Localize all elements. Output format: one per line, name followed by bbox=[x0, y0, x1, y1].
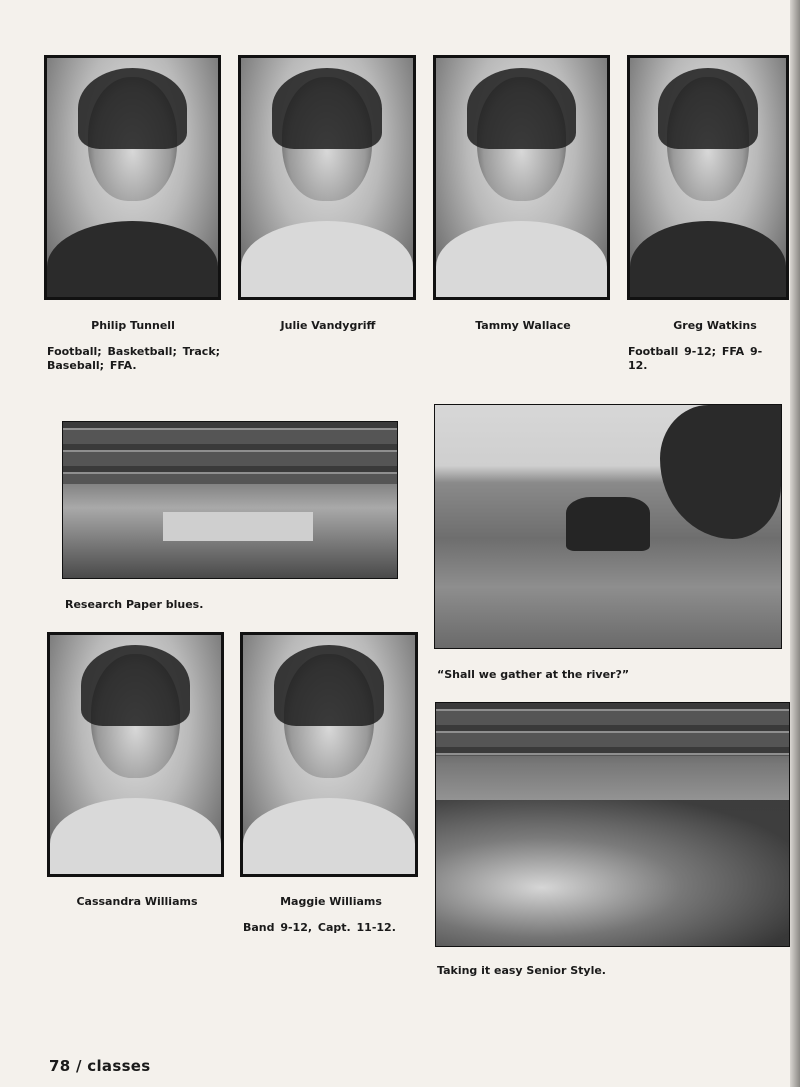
photo-senior-lounge bbox=[435, 702, 790, 947]
name-julie-vandygriff: Julie Vandygriff bbox=[280, 319, 376, 332]
caption-senior-lounge: Taking it easy Senior Style. bbox=[437, 964, 606, 977]
portrait-julie-vandygriff bbox=[238, 55, 416, 300]
portrait-philip-tunnell bbox=[44, 55, 221, 300]
photo-research-paper bbox=[62, 421, 398, 579]
name-maggie-williams: Maggie Williams bbox=[280, 895, 382, 908]
bio-philip-tunnell: Football; Basketball; Track; Baseball; FFA. bbox=[47, 345, 221, 372]
page-edge bbox=[790, 0, 800, 1087]
name-greg-watkins: Greg Watkins bbox=[673, 319, 757, 332]
name-tammy-wallace: Tammy Wallace bbox=[475, 319, 571, 332]
portrait-greg-watkins bbox=[627, 55, 789, 300]
name-cassandra-williams: Cassandra Williams bbox=[76, 895, 198, 908]
bio-greg-watkins: Football 9-12; FFA 9-12. bbox=[628, 345, 763, 372]
portrait-maggie-williams bbox=[240, 632, 418, 877]
caption-river: “Shall we gather at the river?” bbox=[437, 668, 630, 681]
caption-research-paper: Research Paper blues. bbox=[65, 598, 204, 611]
portrait-cassandra-williams bbox=[47, 632, 224, 877]
portrait-tammy-wallace bbox=[433, 55, 610, 300]
name-philip-tunnell: Philip Tunnell bbox=[91, 319, 175, 332]
page-footer: 78 / classes bbox=[49, 1057, 151, 1075]
bio-maggie-williams: Band 9-12, Capt. 11-12. bbox=[243, 921, 396, 934]
photo-river bbox=[434, 404, 782, 649]
